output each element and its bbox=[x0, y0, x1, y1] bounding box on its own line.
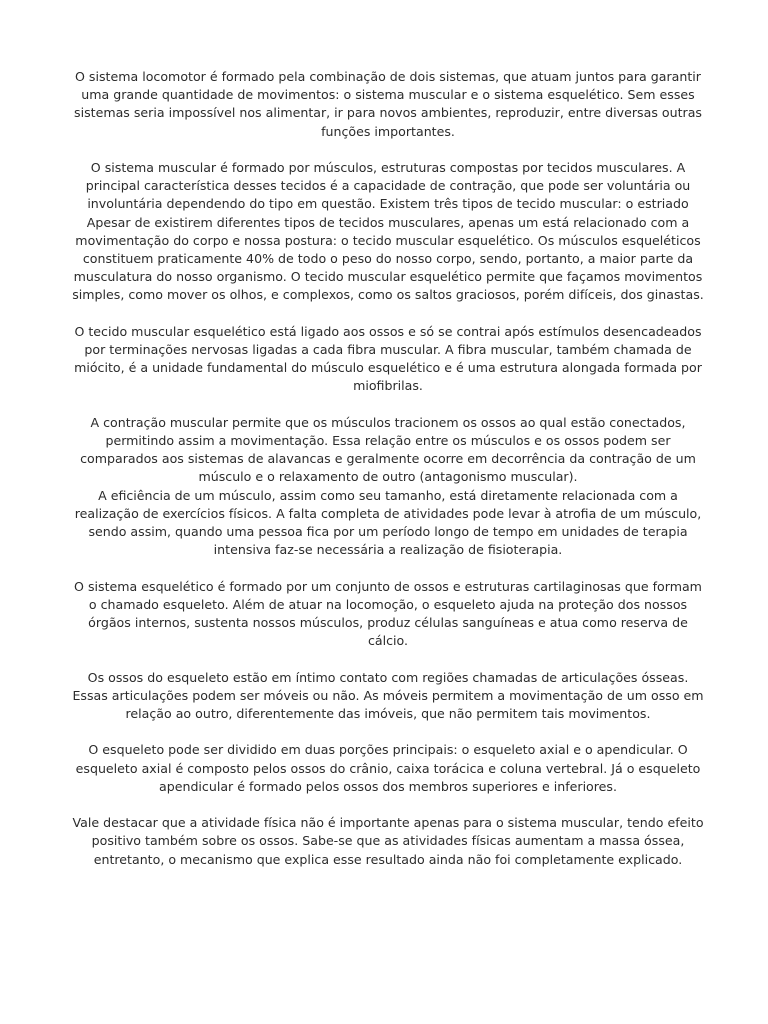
paragraph-skeleton-divisions: O esqueleto pode ser dividido em duas porções principais: o esqueleto axial e o apendicular. O esqueleto axial é composto pelos ossos do crânio, caixa torácica e coluna vertebral. Já o esqueleto apendicular é formado pelos ossos dos membros superiores e inferiores. bbox=[75, 742, 701, 794]
paragraph-physical-activity: Vale destacar que a atividade física não é importante apenas para o sistema muscular, tendo efeito positivo também sobre os ossos. Sabe-se que as atividades físicas aumentam a massa óssea, entretanto, o mecanismo que explica esse resultado ainda não foi completamente explicado. bbox=[72, 815, 704, 867]
paragraph-muscle-contraction: A contração muscular permite que os músculos tracionem os ossos ao qual estão conectados, permitindo assim a movimentação. Essa relação entre os músculos e os ossos podem ser comparados aos sistemas de alavancas e geralmente ocorre em decorrência da contração de um músculo e o relaxamento de outro (antagonismo muscular). bbox=[80, 414, 696, 485]
paragraph-muscular-system: O sistema muscular é formado por músculos, estruturas compostas por tecidos musculares. A principal característica desses tecidos é a capacidade de contração, que pode ser voluntária ou involuntária dependendo do tipo em questão. Existem três tipos de tecido muscular: o estriado Apesar de existirem diferentes tipos de tecidos musculares, apenas um está relacionado com a movimentação do corpo e nossa postura: o tecido muscular esquelético. Os músculos esqueléticos constituem praticamente 40% de todo o peso do nosso corpo, sendo, portanto, a maior parte da musculatura do nosso organismo. O tecido muscular esquelético permite que façamos movimentos simples, como mover os olhos, e complexos, como os saltos graciosos, porém difíceis, dos ginastas. bbox=[72, 160, 704, 303]
paragraph-skeletal-system: O sistema esquelético é formado por um conjunto de ossos e estruturas cartilaginosas que formam o chamado esqueleto. Além de atuar na locomoção, o esqueleto ajuda na proteção dos nossos órgãos internos, sustenta nossos músculos, produz células sanguíneas e atua como reserva de cálcio. bbox=[74, 578, 702, 649]
paragraph-muscle-efficiency: A eficiência de um músculo, assim como seu tamanho, está diretamente relacionada com a realização de exercícios físicos. A falta completa de atividades pode levar à atrofia de um músculo, sendo assim, quando uma pessoa fica por um período longo de tempo em unidades de terapia intensiva faz-se necessária a realização de fisioterapia. bbox=[74, 487, 702, 558]
paragraph-joints: Os ossos do esqueleto estão em íntimo contato com regiões chamadas de articulações ósseas. Essas articulações podem ser móveis ou não. As móveis permitem a movimentação de um osso em relação ao outro, diferentemente das imóveis, que não permitem tais movimentos. bbox=[72, 669, 704, 722]
paragraph-intro: O sistema locomotor é formado pela combinação de dois sistemas, que atuam juntos para garantir uma grande quantidade de movimentos: o sistema muscular e o sistema esquelético. Sem esses sistemas seria impossível nos alimentar, ir para novos ambientes, reproduzir, entre diversas outras funções importantes. bbox=[74, 69, 702, 139]
paragraph-skeletal-muscle-tissue: O tecido muscular esquelético está ligado aos ossos e só se contrai após estímulos desencadeados por terminações nervosas ligadas a cada fibra muscular. A fibra muscular, também chamada de miócito, é a unidade fundamental do músculo esquelético e é uma estrutura alongada formada por miofibrilas. bbox=[74, 323, 702, 394]
document-page bbox=[72, 68, 704, 887]
